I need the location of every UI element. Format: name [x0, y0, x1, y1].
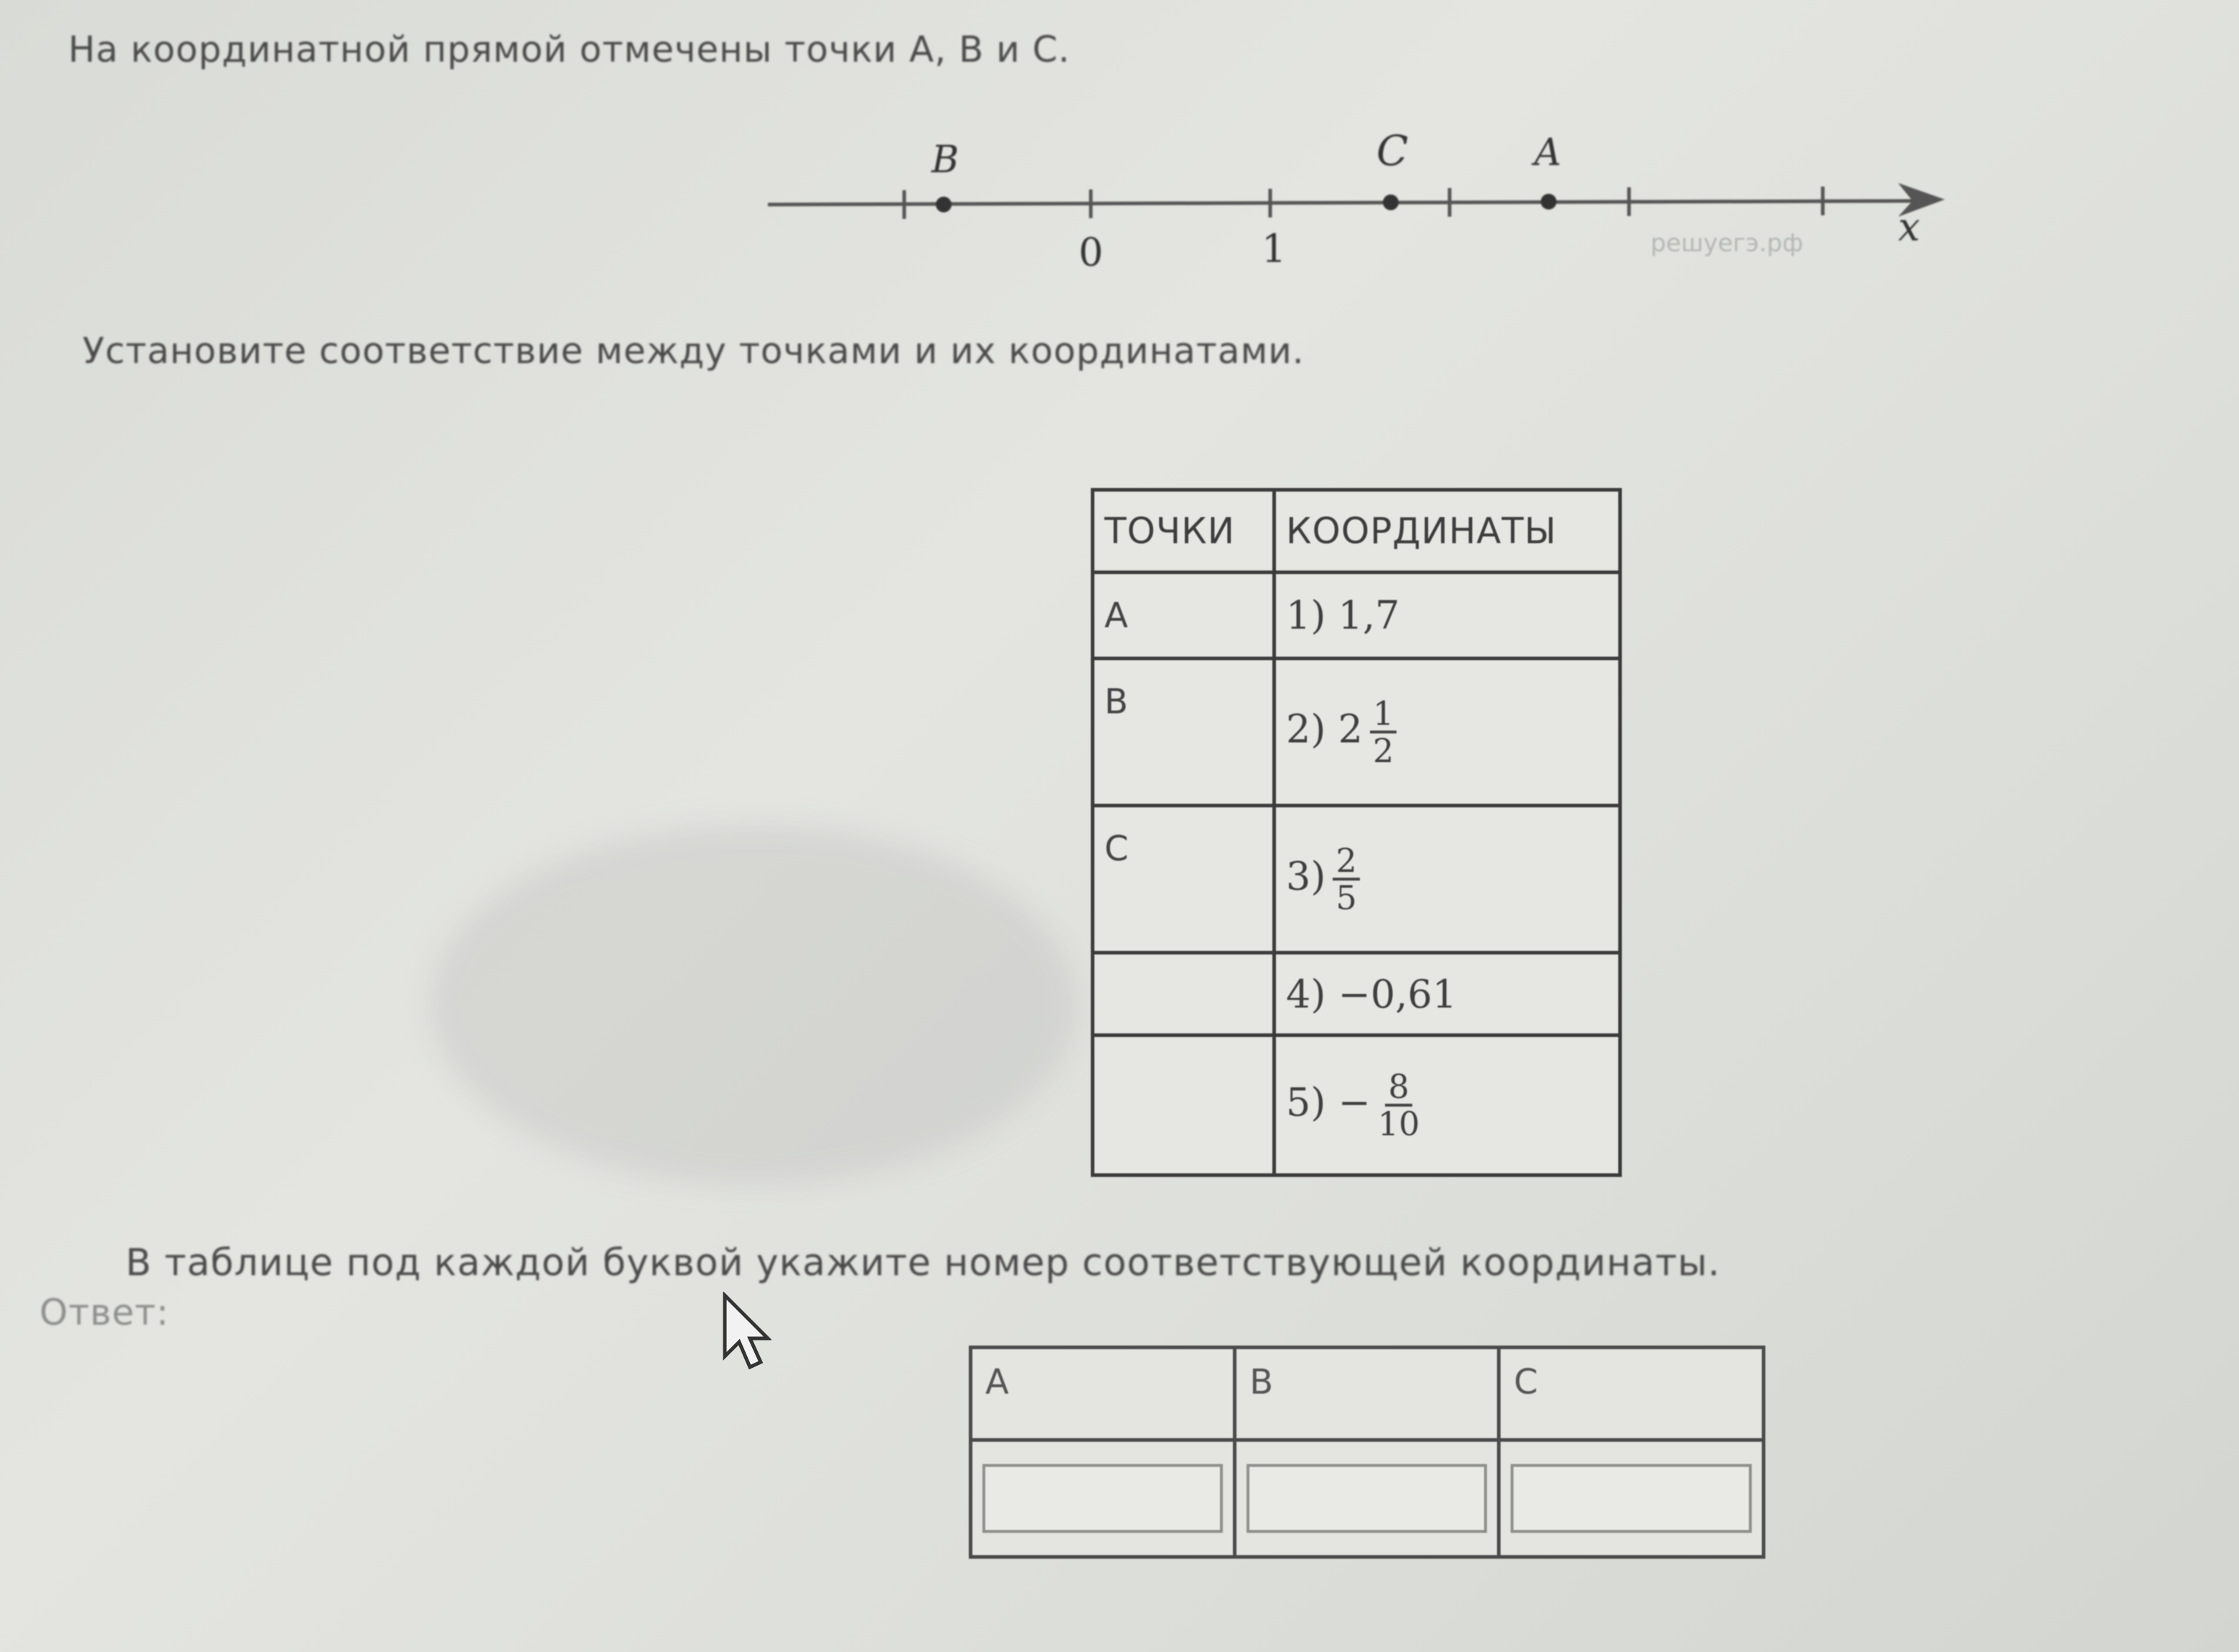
screen-glare	[431, 825, 1076, 1184]
table-header-row	[1093, 490, 1620, 573]
matching-table	[1091, 488, 1622, 1177]
tick-label-one: 1	[1262, 226, 1287, 271]
answer-header-row	[971, 1348, 1764, 1440]
answer-input-c[interactable]	[1511, 1464, 1752, 1533]
coordinate-cell	[1275, 1036, 1620, 1175]
fraction	[1377, 1066, 1420, 1143]
coord-prefix: 2) 2	[1286, 706, 1363, 751]
number-line	[761, 122, 1952, 287]
coordinate-cell	[1275, 659, 1620, 806]
answer-cell	[1499, 1440, 1764, 1557]
coordinate-cell: 4) −0,61	[1275, 953, 1620, 1036]
fill-instruction-text: В таблице под каждой буквой укажите номер соответствующей координаты.	[126, 1242, 1721, 1285]
point-a-dot	[1541, 194, 1557, 210]
denominator: 5	[1336, 878, 1357, 917]
coordinate-cell: 1) 1,7	[1275, 573, 1620, 659]
table-row	[1093, 659, 1620, 806]
axis-label-x: x	[1898, 205, 1920, 250]
point-cell	[1093, 1036, 1275, 1175]
table-row	[1093, 806, 1620, 953]
tick-label-zero: 0	[1079, 230, 1104, 275]
coord-prefix: 3)	[1286, 853, 1326, 898]
point-cell: C	[1093, 806, 1275, 953]
watermark: решуегэ.рф	[1651, 229, 1803, 258]
point-a-label: A	[1534, 131, 1562, 174]
answer-label: Ответ:	[39, 1292, 169, 1333]
table-row	[1093, 953, 1620, 1036]
table-row	[1093, 1036, 1620, 1175]
mouse-cursor-icon	[721, 1292, 771, 1371]
answer-cell	[971, 1440, 1235, 1557]
table-row	[1093, 573, 1620, 659]
answer-input-a[interactable]	[982, 1464, 1223, 1533]
header-coordinates: КООРДИНАТЫ	[1275, 490, 1620, 573]
fraction	[1370, 693, 1397, 770]
answer-table	[969, 1346, 1765, 1559]
answer-cell	[1235, 1440, 1499, 1557]
point-b-label: B	[931, 139, 959, 182]
answer-header-b: B	[1235, 1348, 1499, 1440]
fraction	[1333, 840, 1359, 917]
coord-prefix: 5) −	[1286, 1079, 1371, 1125]
point-c-dot	[1383, 194, 1399, 210]
intro-text: На координатной прямой отмечены точки А, В и С.	[68, 29, 1071, 70]
denominator: 2	[1372, 731, 1394, 770]
coordinate-cell	[1275, 806, 1620, 953]
answer-header-a: A	[971, 1348, 1235, 1440]
task-text: Установите соответствие между точками и их координатами.	[83, 330, 1305, 372]
point-c-label: C	[1376, 126, 1409, 175]
denominator: 10	[1377, 1104, 1420, 1143]
answer-header-c: C	[1499, 1348, 1764, 1440]
point-b-dot	[936, 197, 952, 212]
answer-input-b[interactable]	[1247, 1464, 1487, 1533]
point-cell: A	[1093, 573, 1275, 659]
header-points: ТОЧКИ	[1093, 490, 1275, 573]
answer-input-row	[971, 1440, 1764, 1557]
numerator: 8	[1385, 1069, 1412, 1107]
point-cell	[1093, 953, 1275, 1036]
point-cell: B	[1093, 659, 1275, 806]
numerator: 2	[1333, 843, 1359, 881]
numerator: 1	[1370, 696, 1397, 733]
